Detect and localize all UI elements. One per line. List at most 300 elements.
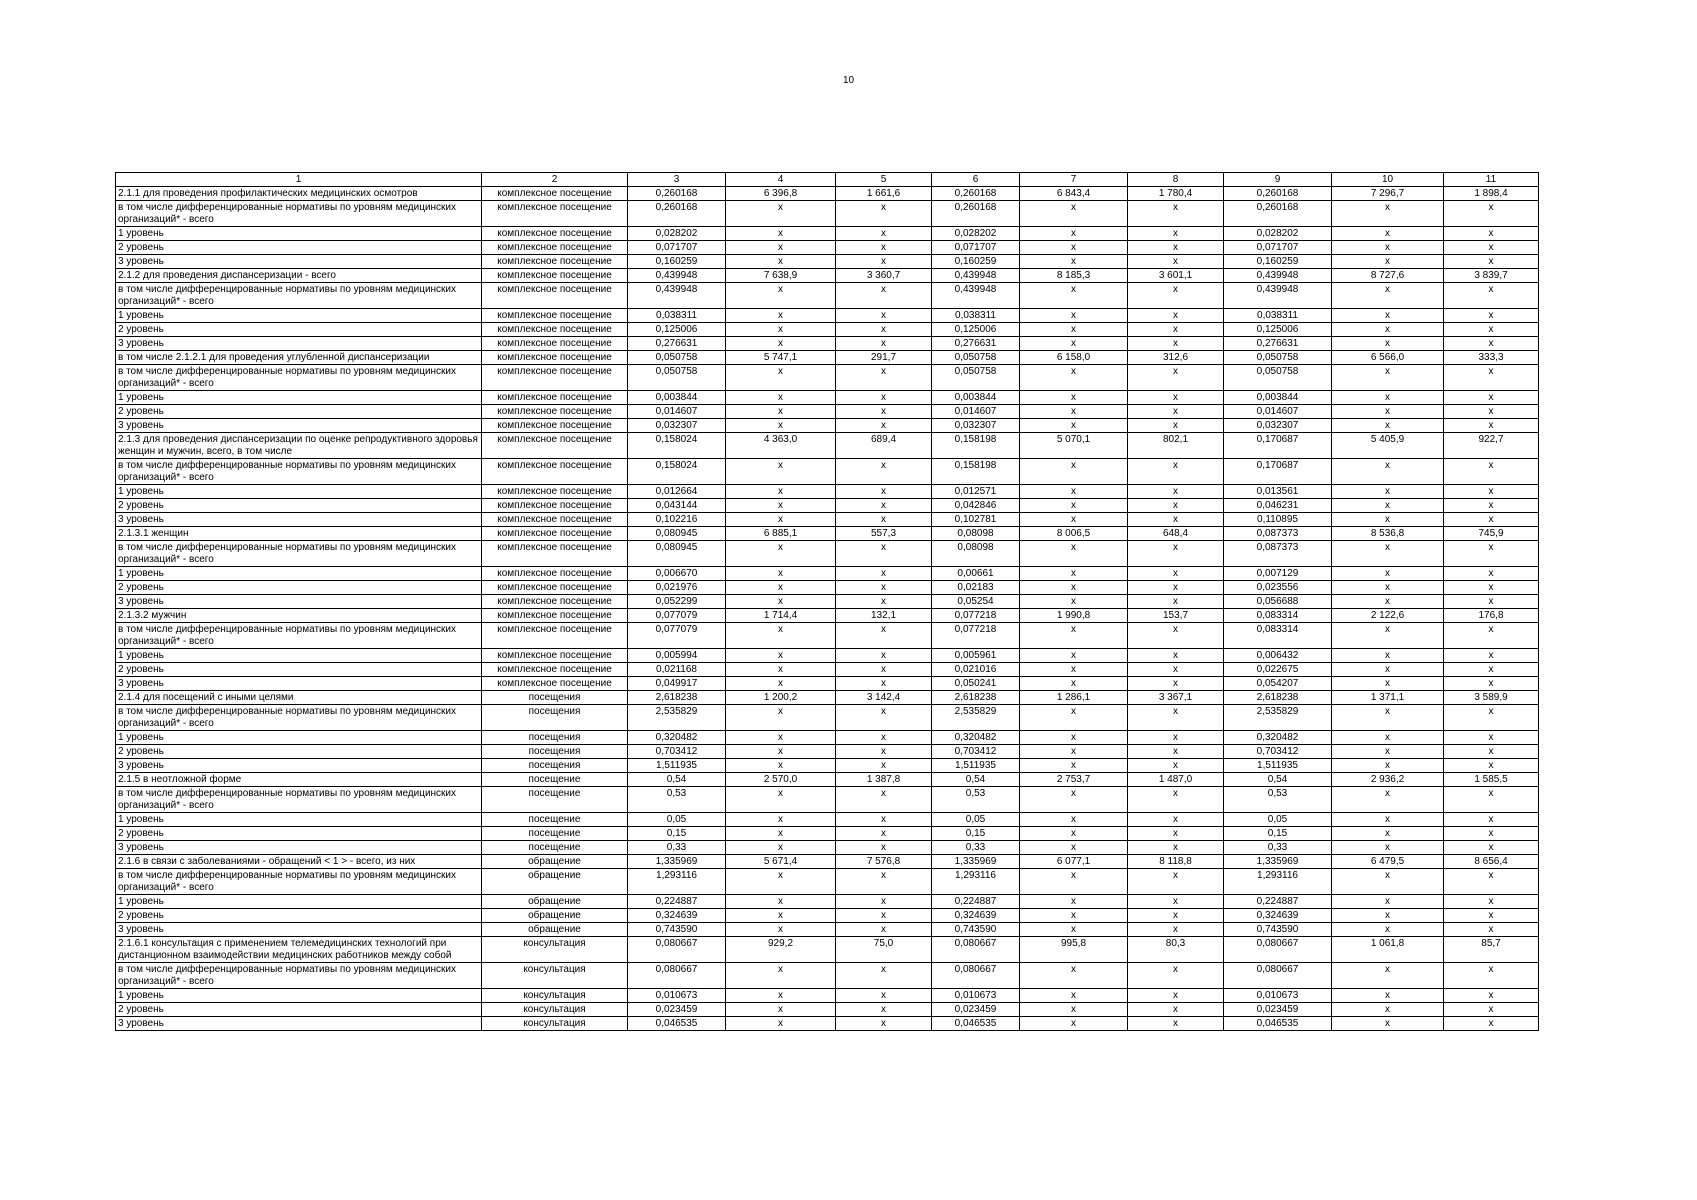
value-cell: х [1020, 581, 1128, 595]
unit-cell: обращение [482, 923, 628, 937]
value-cell: х [1020, 813, 1128, 827]
column-header: 8 [1128, 173, 1224, 187]
value-cell: 0,014607 [1224, 405, 1332, 419]
value-cell: х [1332, 255, 1444, 269]
value-cell: 0,320482 [628, 731, 726, 745]
unit-cell: консультация [482, 937, 628, 963]
value-cell: 0,056688 [1224, 595, 1332, 609]
value-cell: 0,703412 [628, 745, 726, 759]
value-cell: х [836, 595, 932, 609]
value-cell: 0,021168 [628, 663, 726, 677]
value-cell: х [1020, 963, 1128, 989]
value-cell: 0,050758 [932, 351, 1020, 365]
value-cell: х [836, 541, 932, 567]
table-row [116, 773, 1539, 787]
unit-cell: комплексное посещение [482, 513, 628, 527]
value-cell: 648,4 [1128, 527, 1224, 541]
table-row [116, 405, 1539, 419]
value-cell: х [1020, 909, 1128, 923]
value-cell: 8 118,8 [1128, 855, 1224, 869]
value-cell: 0,160259 [628, 255, 726, 269]
value-cell: х [726, 485, 836, 499]
row-label: 2 уровень [116, 323, 482, 337]
value-cell: 0,077079 [628, 623, 726, 649]
value-cell: 0,05 [1224, 813, 1332, 827]
value-cell: х [726, 337, 836, 351]
value-cell: х [726, 255, 836, 269]
value-cell: х [1128, 989, 1224, 1003]
value-cell: 0,110895 [1224, 513, 1332, 527]
value-cell: 1,511935 [932, 759, 1020, 773]
table-row [116, 623, 1539, 649]
value-cell: х [1444, 895, 1539, 909]
value-cell: х [1020, 227, 1128, 241]
row-label: в том числе дифференцированные нормативы по уровням медицинских организаций* - всего [116, 963, 482, 989]
value-cell: х [836, 963, 932, 989]
table-row [116, 813, 1539, 827]
value-cell: х [1332, 705, 1444, 731]
value-cell: 0,260168 [932, 187, 1020, 201]
unit-cell: обращение [482, 909, 628, 923]
value-cell: 0,028202 [628, 227, 726, 241]
table-row [116, 459, 1539, 485]
value-cell: х [726, 365, 836, 391]
value-cell: х [1020, 1003, 1128, 1017]
value-cell: 929,2 [726, 937, 836, 963]
value-cell: х [1020, 513, 1128, 527]
value-cell: 0,324639 [932, 909, 1020, 923]
value-cell: х [1444, 923, 1539, 937]
value-cell: х [836, 745, 932, 759]
table-row [116, 527, 1539, 541]
unit-cell: посещение [482, 813, 628, 827]
value-cell: х [1444, 759, 1539, 773]
value-cell: 0,049917 [628, 677, 726, 691]
value-cell: х [1020, 989, 1128, 1003]
value-cell: х [1020, 827, 1128, 841]
row-label: 2.1.6 в связи с заболеваниями - обращений < 1 > - всего, из них [116, 855, 482, 869]
column-header: 1 [116, 173, 482, 187]
value-cell: 0,439948 [1224, 283, 1332, 309]
row-label: 2.1.2 для проведения диспансеризации - всего [116, 269, 482, 283]
value-cell: х [1020, 787, 1128, 813]
table-row [116, 499, 1539, 513]
value-cell: х [1128, 201, 1224, 227]
value-cell: х [1332, 623, 1444, 649]
value-cell: 0,102216 [628, 513, 726, 527]
value-cell: х [726, 787, 836, 813]
value-cell: 0,046535 [1224, 1017, 1332, 1031]
value-cell: х [836, 419, 932, 433]
value-cell: 5 405,9 [1332, 433, 1444, 459]
value-cell: х [836, 241, 932, 255]
value-cell: х [1332, 759, 1444, 773]
value-cell: 6 396,8 [726, 187, 836, 201]
value-cell: х [1444, 459, 1539, 485]
unit-cell: консультация [482, 963, 628, 989]
table-row [116, 201, 1539, 227]
unit-cell: посещения [482, 759, 628, 773]
value-cell: х [1444, 989, 1539, 1003]
table-row [116, 677, 1539, 691]
value-cell: 0,260168 [628, 187, 726, 201]
value-cell: х [1020, 677, 1128, 691]
value-cell: 8 185,3 [1020, 269, 1128, 283]
value-cell: х [836, 513, 932, 527]
value-cell: х [836, 731, 932, 745]
row-label: 2 уровень [116, 1003, 482, 1017]
value-cell: 75,0 [836, 937, 932, 963]
value-cell: 0,023556 [1224, 581, 1332, 595]
row-label: 3 уровень [116, 1017, 482, 1031]
row-label: в том числе 2.1.2.1 для проведения углубленной диспансеризации [116, 351, 482, 365]
value-cell: х [726, 841, 836, 855]
table-row [116, 923, 1539, 937]
value-cell: х [726, 1003, 836, 1017]
value-cell: 2,618238 [628, 691, 726, 705]
table-row [116, 567, 1539, 581]
value-cell: х [836, 813, 932, 827]
value-cell: х [726, 567, 836, 581]
table-row [116, 419, 1539, 433]
value-cell: 0,028202 [1224, 227, 1332, 241]
value-cell: х [1020, 745, 1128, 759]
table-row [116, 841, 1539, 855]
value-cell: х [726, 241, 836, 255]
value-cell: х [1020, 841, 1128, 855]
value-cell: 0,012571 [932, 485, 1020, 499]
value-cell: х [1444, 567, 1539, 581]
value-cell: 0,080667 [932, 937, 1020, 963]
value-cell: х [726, 459, 836, 485]
value-cell: х [1332, 827, 1444, 841]
column-header: 7 [1020, 173, 1128, 187]
table-row [116, 705, 1539, 731]
value-cell: 0,320482 [1224, 731, 1332, 745]
value-cell: х [726, 227, 836, 241]
value-cell: х [1020, 895, 1128, 909]
value-cell: 0,260168 [932, 201, 1020, 227]
value-cell: х [1444, 227, 1539, 241]
value-cell: х [1444, 541, 1539, 567]
value-cell: х [1128, 677, 1224, 691]
value-cell: х [1020, 419, 1128, 433]
unit-cell: посещения [482, 731, 628, 745]
unit-cell: комплексное посещение [482, 433, 628, 459]
value-cell: х [1128, 813, 1224, 827]
value-cell: 1 487,0 [1128, 773, 1224, 787]
row-label: 3 уровень [116, 595, 482, 609]
value-cell: 8 006,5 [1020, 527, 1128, 541]
value-cell: х [1332, 567, 1444, 581]
value-cell: х [1128, 485, 1224, 499]
table-row [116, 663, 1539, 677]
value-cell: х [1128, 255, 1224, 269]
unit-cell: посещения [482, 691, 628, 705]
value-cell: х [1444, 841, 1539, 855]
table-row [116, 255, 1539, 269]
value-cell: х [1444, 677, 1539, 691]
row-label: 2 уровень [116, 405, 482, 419]
unit-cell: посещение [482, 841, 628, 855]
column-header: 5 [836, 173, 932, 187]
value-cell: х [1332, 869, 1444, 895]
value-cell: 1 585,5 [1444, 773, 1539, 787]
table-row [116, 937, 1539, 963]
value-cell: х [836, 499, 932, 513]
value-cell: 0,003844 [628, 391, 726, 405]
value-cell: 3 360,7 [836, 269, 932, 283]
unit-cell: комплексное посещение [482, 405, 628, 419]
value-cell: 0,080667 [1224, 963, 1332, 989]
value-cell: 0,158024 [628, 459, 726, 485]
value-cell: 0,276631 [1224, 337, 1332, 351]
value-cell: х [1444, 391, 1539, 405]
row-label: 2 уровень [116, 745, 482, 759]
unit-cell: комплексное посещение [482, 623, 628, 649]
value-cell: 0,15 [628, 827, 726, 841]
value-cell: х [1332, 731, 1444, 745]
value-cell: 7 576,8 [836, 855, 932, 869]
value-cell: 0,014607 [932, 405, 1020, 419]
value-cell: 0,05 [932, 813, 1020, 827]
value-cell: 312,6 [1128, 351, 1224, 365]
value-cell: 1 714,4 [726, 609, 836, 623]
value-cell: х [726, 323, 836, 337]
value-cell: 0,077218 [932, 609, 1020, 623]
table-row [116, 337, 1539, 351]
value-cell: х [1020, 663, 1128, 677]
value-cell: х [1332, 581, 1444, 595]
value-cell: х [1444, 731, 1539, 745]
value-cell: х [1020, 485, 1128, 499]
value-cell: х [836, 567, 932, 581]
unit-cell: комплексное посещение [482, 677, 628, 691]
value-cell: 2 570,0 [726, 773, 836, 787]
value-cell: х [726, 283, 836, 309]
value-cell: 2,535829 [932, 705, 1020, 731]
value-cell: х [726, 201, 836, 227]
value-cell: 1,293116 [1224, 869, 1332, 895]
value-cell: х [726, 513, 836, 527]
value-cell: 3 839,7 [1444, 269, 1539, 283]
value-cell: х [1444, 649, 1539, 663]
value-cell: 0,158198 [932, 459, 1020, 485]
table-row [116, 787, 1539, 813]
row-label: 1 уровень [116, 989, 482, 1003]
value-cell: х [1332, 649, 1444, 663]
value-cell: 0,077218 [932, 623, 1020, 649]
unit-cell: комплексное посещение [482, 567, 628, 581]
value-cell: 0,33 [932, 841, 1020, 855]
row-label: в том числе дифференцированные нормативы по уровням медицинских организаций* - всего [116, 623, 482, 649]
row-label: 2 уровень [116, 827, 482, 841]
value-cell: х [726, 649, 836, 663]
row-label: 2.1.4 для посещений с иными целями [116, 691, 482, 705]
value-cell: х [1128, 499, 1224, 513]
table-row [116, 309, 1539, 323]
row-label: 3 уровень [116, 841, 482, 855]
value-cell: х [836, 677, 932, 691]
value-cell: 0,260168 [1224, 187, 1332, 201]
column-header: 4 [726, 173, 836, 187]
value-cell: 0,022675 [1224, 663, 1332, 677]
row-label: 1 уровень [116, 813, 482, 827]
value-cell: х [1332, 787, 1444, 813]
value-cell: 1,293116 [932, 869, 1020, 895]
value-cell: х [726, 309, 836, 323]
row-label: 2 уровень [116, 241, 482, 255]
table-row [116, 541, 1539, 567]
value-cell: 2,535829 [1224, 705, 1332, 731]
value-cell: 0,010673 [1224, 989, 1332, 1003]
unit-cell: комплексное посещение [482, 323, 628, 337]
value-cell: х [836, 827, 932, 841]
value-cell: 0,324639 [1224, 909, 1332, 923]
value-cell: 1,335969 [932, 855, 1020, 869]
value-cell: 0,125006 [628, 323, 726, 337]
value-cell: 0,050241 [932, 677, 1020, 691]
table-row [116, 241, 1539, 255]
value-cell: х [1128, 663, 1224, 677]
value-cell: 0,080945 [628, 527, 726, 541]
value-cell: 2 122,6 [1332, 609, 1444, 623]
value-cell: 0,170687 [1224, 459, 1332, 485]
unit-cell: комплексное посещение [482, 365, 628, 391]
value-cell: х [1332, 241, 1444, 255]
row-label: в том числе дифференцированные нормативы по уровням медицинских организаций* - всего [116, 869, 482, 895]
value-cell: 0,080667 [1224, 937, 1332, 963]
row-label: в том числе дифференцированные нормативы по уровням медицинских организаций* - всего [116, 201, 482, 227]
value-cell: х [726, 759, 836, 773]
value-cell: х [1128, 745, 1224, 759]
value-cell: х [1020, 283, 1128, 309]
value-cell: х [1020, 869, 1128, 895]
table-row [116, 581, 1539, 595]
value-cell: 0,160259 [932, 255, 1020, 269]
unit-cell: комплексное посещение [482, 527, 628, 541]
value-cell: 0,703412 [1224, 745, 1332, 759]
value-cell: 0,010673 [628, 989, 726, 1003]
value-cell: х [1332, 677, 1444, 691]
value-cell: х [1332, 1017, 1444, 1031]
table-row [116, 283, 1539, 309]
table-row [116, 351, 1539, 365]
value-cell: х [836, 895, 932, 909]
value-cell: х [836, 841, 932, 855]
row-label: 2.1.1 для проведения профилактических медицинских осмотров [116, 187, 482, 201]
value-cell: х [1332, 1003, 1444, 1017]
value-cell: 0,054207 [1224, 677, 1332, 691]
value-cell: х [1128, 759, 1224, 773]
value-cell: 2,535829 [628, 705, 726, 731]
value-cell: х [836, 337, 932, 351]
unit-cell: комплексное посещение [482, 269, 628, 283]
value-cell: х [1444, 909, 1539, 923]
value-cell: х [1128, 923, 1224, 937]
value-cell: 0,050758 [932, 365, 1020, 391]
value-cell: х [836, 227, 932, 241]
table-row [116, 759, 1539, 773]
unit-cell: обращение [482, 895, 628, 909]
value-cell: х [1332, 499, 1444, 513]
row-label: 3 уровень [116, 337, 482, 351]
unit-cell: консультация [482, 989, 628, 1003]
value-cell: х [1020, 1017, 1128, 1031]
value-cell: х [1020, 405, 1128, 419]
row-label: 1 уровень [116, 227, 482, 241]
page-number: 10 [842, 75, 855, 86]
table-row [116, 745, 1539, 759]
value-cell: 0,260168 [628, 201, 726, 227]
value-cell: 0,080667 [628, 963, 726, 989]
value-cell: 689,4 [836, 433, 932, 459]
value-cell: х [1128, 513, 1224, 527]
row-label: 2 уровень [116, 663, 482, 677]
value-cell: х [836, 649, 932, 663]
value-cell: 745,9 [1444, 527, 1539, 541]
row-label: 1 уровень [116, 731, 482, 745]
unit-cell: комплексное посещение [482, 485, 628, 499]
value-cell: 0,010673 [932, 989, 1020, 1003]
table-row [116, 433, 1539, 459]
value-cell: х [726, 391, 836, 405]
value-cell: х [1332, 923, 1444, 937]
table-row [116, 731, 1539, 745]
value-cell: 0,003844 [932, 391, 1020, 405]
value-cell: 0,125006 [1224, 323, 1332, 337]
table-row [116, 909, 1539, 923]
value-cell: 0,54 [932, 773, 1020, 787]
value-cell: 0,023459 [932, 1003, 1020, 1017]
value-cell: х [726, 541, 836, 567]
value-cell: х [1128, 419, 1224, 433]
value-cell: 2,618238 [1224, 691, 1332, 705]
value-cell: 0,439948 [932, 283, 1020, 309]
value-cell: 0,743590 [932, 923, 1020, 937]
value-cell: х [1444, 581, 1539, 595]
table-row [116, 187, 1539, 201]
value-cell: х [1332, 513, 1444, 527]
row-label: в том числе дифференцированные нормативы по уровням медицинских организаций* - всего [116, 541, 482, 567]
row-label: 1 уровень [116, 895, 482, 909]
value-cell: х [836, 459, 932, 485]
value-cell: х [836, 485, 932, 499]
value-cell: 0,53 [1224, 787, 1332, 813]
value-cell: х [1332, 309, 1444, 323]
value-cell: х [1444, 787, 1539, 813]
value-cell: 0,006670 [628, 567, 726, 581]
value-cell: 0,032307 [628, 419, 726, 433]
value-cell: х [1444, 255, 1539, 269]
value-cell: х [1020, 623, 1128, 649]
value-cell: х [1332, 419, 1444, 433]
value-cell: 0,125006 [932, 323, 1020, 337]
value-cell: 0,439948 [1224, 269, 1332, 283]
column-header: 3 [628, 173, 726, 187]
value-cell: х [836, 405, 932, 419]
row-label: 1 уровень [116, 309, 482, 323]
value-cell: х [836, 869, 932, 895]
value-cell: х [1020, 923, 1128, 937]
value-cell: 0,15 [932, 827, 1020, 841]
value-cell: х [726, 1017, 836, 1031]
unit-cell: комплексное посещение [482, 459, 628, 485]
value-cell: х [1444, 337, 1539, 351]
value-cell: х [1444, 241, 1539, 255]
value-cell: х [1332, 337, 1444, 351]
value-cell: 0,260168 [1224, 201, 1332, 227]
